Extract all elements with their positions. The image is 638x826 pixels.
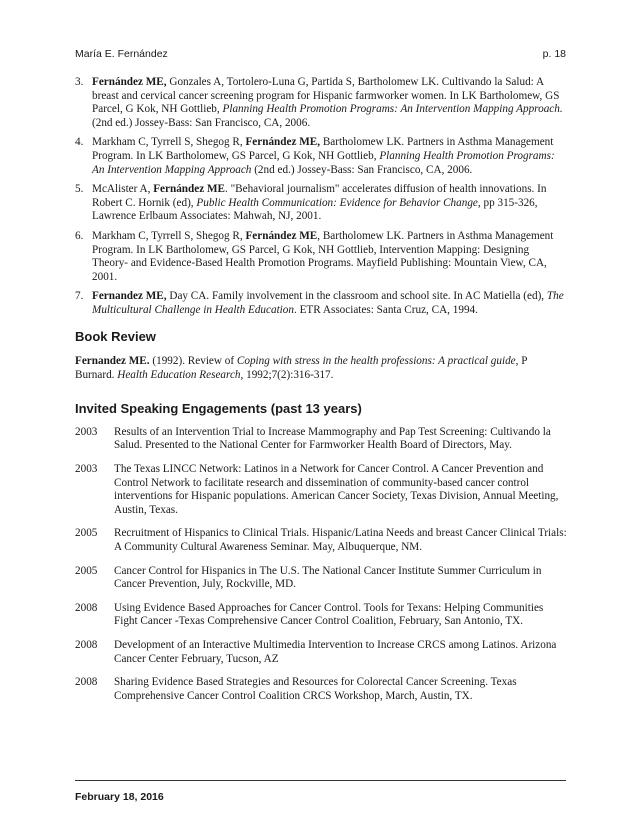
speaking-item xyxy=(75,676,567,703)
publication-citation xyxy=(92,76,567,130)
speaking-description: The Texas LINCC Network: Latinos in a Network for Cancer Control. A Cancer Prevention and Control Network to facilitate research and dissemination of community-based cancer control interventions for Hispanic populations. American Cancer Society, Texas Division, Annual Meeting, Austin, Texas. xyxy=(114,463,559,516)
publication-citation xyxy=(92,230,567,284)
title-text: The Multicultural Challenge in Health Education xyxy=(92,290,564,316)
title-text: Health Education Research, xyxy=(117,368,244,381)
title-text: Planning Health Promotion Programs: An Intervention Mapping Approach xyxy=(92,149,555,176)
citation-text: (2nd ed.) Jossey-Bass: San Francisco, CA, 2006. xyxy=(251,163,473,176)
citation-text: . "Behavioral journalism" accelerates diffusion of health innovations. In Robert C. Hornik (ed), xyxy=(92,183,547,209)
speaking-year: 2008 xyxy=(75,601,98,614)
header-page-number: p. 18 xyxy=(542,48,566,60)
book-review-entry xyxy=(75,355,567,382)
citation-text: McAlister A, xyxy=(92,183,154,196)
speaking-item xyxy=(75,463,567,517)
speaking-year: 2005 xyxy=(75,527,98,540)
title-text: Public Health Communication: Evidence for Behavior Change xyxy=(196,196,478,209)
publication-item xyxy=(75,76,567,130)
publication-item xyxy=(75,183,567,224)
footer-rule xyxy=(75,780,566,781)
speaking-year: 2008 xyxy=(75,676,98,689)
speaking-year: 2008 xyxy=(75,639,98,651)
citation-text: , pp 315-326, Lawrence Erlbaum Associates: Mahwah, NJ, 2001. xyxy=(92,196,538,223)
citation-text: Markham C, Tyrrell S, Shegog R, xyxy=(92,136,246,149)
author-name: Fernández ME, xyxy=(92,76,167,88)
citation-text: (2nd ed.) Jossey-Bass: San Francisco, CA, 2006. xyxy=(92,116,311,129)
publication-list xyxy=(75,76,567,318)
publication-citation xyxy=(92,136,567,177)
publication-item xyxy=(75,230,567,284)
speaking-year: 2003 xyxy=(75,463,98,476)
title-text: Coping with stress in the health professions: A practical guide xyxy=(236,355,516,368)
speaking-item xyxy=(75,602,567,629)
citation-text: , P Burnard. xyxy=(75,355,528,381)
speaking-year: 2005 xyxy=(75,564,98,577)
citation-text: Bartholomew LK. Partners in Asthma Management Program. In LK Bartholomew, GS Parcel, G Kok, NH Gottlieb, xyxy=(92,136,554,162)
author-name: Fernandez ME, xyxy=(92,290,167,303)
publication-citation xyxy=(92,290,567,317)
speaking-item xyxy=(75,639,567,666)
publication-number: 4. xyxy=(75,136,84,149)
citation-text: , Bartholomew LK. Partners in Asthma Management Program. In LK Bartholomew, GS Parcel, G Kok, NH Gottlieb, Intervention Mapping: Designing Theory- and Evidence-Based Health Promotion Programs. Mayfield Publishing: Mountain View, CA, 2001. xyxy=(92,229,554,283)
citation-text: Day CA. Family involvement in the classroom and school site. In AC Matiella (ed), xyxy=(166,290,547,303)
citation-text: Markham C, Tyrrell S, Shegog R, xyxy=(92,229,246,242)
speaking-item xyxy=(75,565,567,592)
publication-item xyxy=(75,136,567,177)
publication-number: 5. xyxy=(75,183,84,196)
book-review-heading: Book Review xyxy=(75,328,156,344)
citation-text: 1992;7(2):316-317. xyxy=(243,368,334,381)
citation-text: (1992). Review of xyxy=(149,355,237,368)
author-name: Fernández ME, xyxy=(245,136,321,149)
author-name: Fernández ME xyxy=(153,183,225,196)
page-header xyxy=(75,48,566,60)
speaking-description: Development of an Interactive Multimedia Intervention to Increase CRCS among Latinos. Arizona Cancer Center February, Tucson, AZ xyxy=(114,639,557,665)
author-name: Fernández ME xyxy=(245,229,318,242)
publication-number: 3. xyxy=(75,76,84,88)
speaking-description: Sharing Evidence Based Strategies and Resources for Colorectal Cancer Screening. Texas Comprehensive Cancer Control Coalition CRCS Workshop, March, Austin, TX. xyxy=(114,676,517,702)
publication-citation xyxy=(92,183,567,224)
page-content xyxy=(75,76,567,713)
citation-text: . ETR Associates: Santa Cruz, CA, 1994. xyxy=(293,303,478,316)
publication-number: 6. xyxy=(75,229,84,242)
header-author: María E. Fernández xyxy=(75,48,168,60)
speaking-item xyxy=(75,527,567,554)
title-text: Planning Health Promotion Programs: An Intervention Mapping Approach. xyxy=(222,103,563,116)
author-name: Fernandez ME. xyxy=(75,355,150,368)
speaking-description: Using Evidence Based Approaches for Cancer Control. Tools for Texans: Helping Communities Fight Cancer -Texas Comprehensive Cancer Control Coalition, February, San Antonio, TX. xyxy=(114,601,544,628)
footer-date: February 18, 2016 xyxy=(75,791,164,803)
publication-item xyxy=(75,290,567,317)
speaking-list xyxy=(75,426,567,704)
speaking-item xyxy=(75,426,567,453)
citation-text: Gonzales A, Tortolero-Luna G, Partida S, Bartholomew LK. Cultivando la Salud: A breast and cervical cancer screening program for Hispanic farmworker women. In LK Bartholomew, GS Parcel, G Kok, NH Gottlieb, xyxy=(92,76,560,116)
speaking-description: Cancer Control for Hispanics in The U.S. The National Cancer Institute Summer Curriculum in Cancer Prevention, July, Rockville, MD. xyxy=(114,564,542,591)
speaking-description: Results of an Intervention Trial to Increase Mammography and Pap Test Screening: Cultivando la Salud. Presented to the National Center for Farmworker Health Board of Directors, May. xyxy=(114,425,551,452)
speaking-heading: Invited Speaking Engagements (past 13 years) xyxy=(75,401,362,417)
publication-number: 7. xyxy=(75,290,84,303)
speaking-description: Recruitment of Hispanics to Clinical Trials. Hispanic/Latina Needs and breast Cancer Clinical Trials: A Community Cultural Awareness Seminar. May, Albuquerque, NM. xyxy=(114,527,567,554)
speaking-year: 2003 xyxy=(75,425,98,438)
